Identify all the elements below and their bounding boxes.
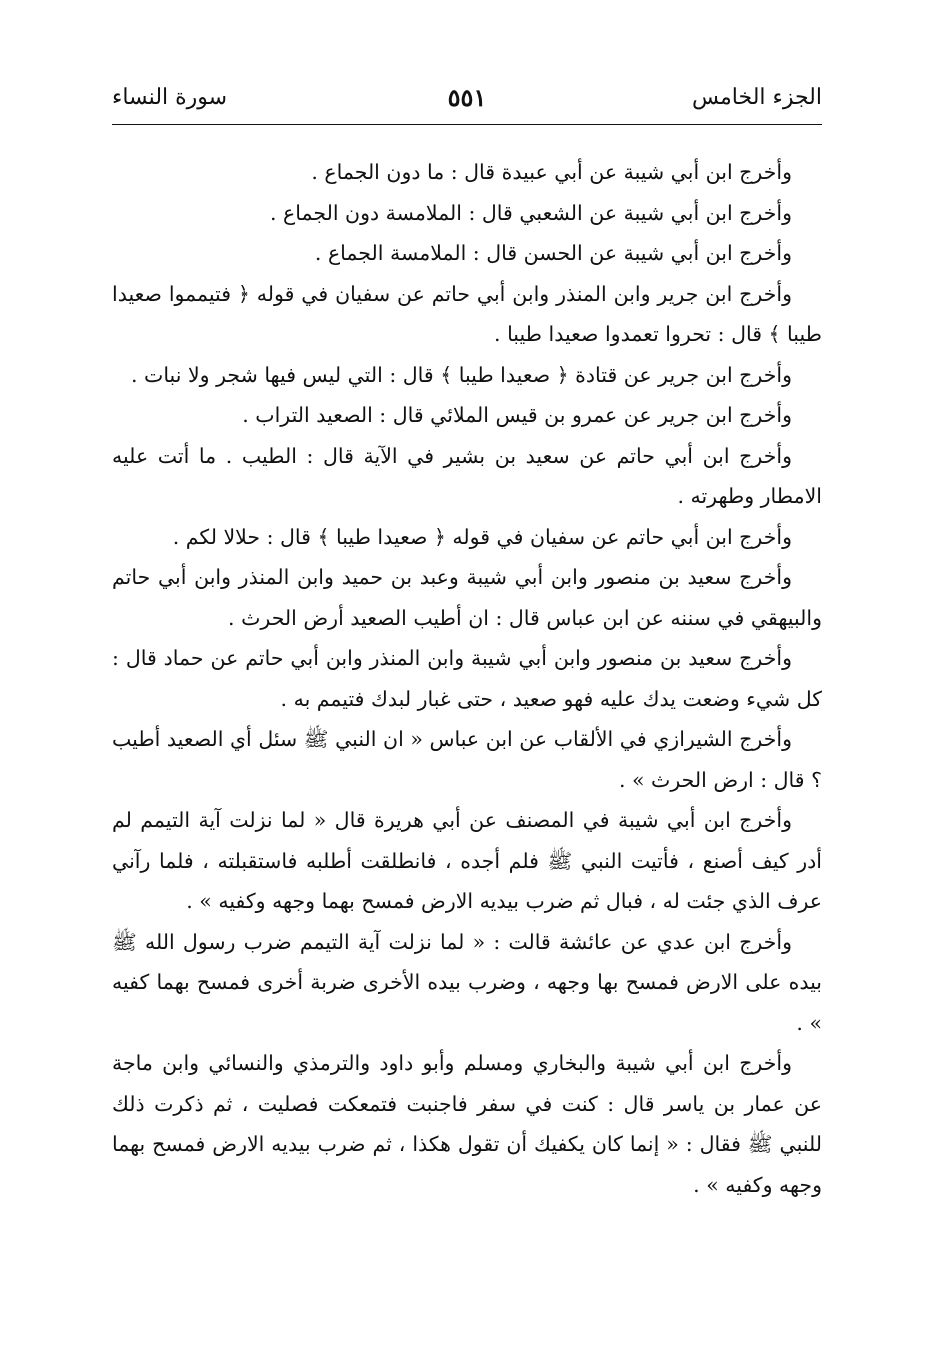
paragraph: وأخرج ابن أبي شيبة في المصنف عن أبي هريرة قال « لما نزلت آية التيمم لم أدر كيف أصنع ، فأتيت النبي ﷺ فلم أجده ، فانطلقت أطلبه فاستقبلته ، فلما رآني عرف الذي جئت له ، فبال ثم ضرب بيديه الارض فمسح بهما وجهه وكفيه » . (112, 808, 822, 913)
paragraph: وأخرج الشيرازي في الألقاب عن ابن عباس « ان النبي ﷺ سئل أي الصعيد أطيب ؟ قال : ارض الحرث » . (112, 727, 822, 792)
surah-label: سورة النساء (112, 85, 228, 110)
paragraph: وأخرج ابن أبي شيبة عن أبي عبيدة قال : ما دون الجماع . (311, 160, 792, 184)
paragraph: وأخرج ابن جرير عن قتادة ﴿ صعيدا طيبا ﴾ قال : التي ليس فيها شجر ولا نبات . (130, 362, 792, 387)
paragraph: وأخرج ابن أبي حاتم عن سفيان في قوله ﴿ صعيدا طيبا ﴾ قال : حلالا لكم . (172, 524, 792, 549)
page-header (112, 82, 822, 122)
paragraph: وأخرج ابن أبي شيبة والبخاري ومسلم وأبو داود والترمذي والنسائي وابن ماجة عن عمار بن ياسر قال : كنت في سفر فاجنبت فتمعكت فصليت ، ثم ذكرت ذلك للنبي ﷺ فقال : « إنما كان يكفيك أن تقول هكذا ، ثم ضرب بيديه الارض فمسح بهما وجهه وكفيه » . (112, 1051, 822, 1197)
paragraph: وأخرج ابن جرير عن عمرو بن قيس الملائي قال : الصعيد التراب . (242, 403, 792, 427)
paragraph: وأخرج ابن جرير وابن المنذر وابن أبي حاتم عن سفيان في قوله ﴿ فتيمموا صعيدا طيبا ﴾ قال : تحروا تعمدوا صعيدا طيبا . (112, 281, 822, 346)
volume-label: الجزء الخامس (691, 85, 822, 110)
paragraph: وأخرج ابن أبي شيبة عن الحسن قال : الملامسة الجماع . (314, 241, 792, 265)
paragraph: وأخرج ابن أبي شيبة عن الشعبي قال : الملامسة دون الجماع . (270, 200, 792, 225)
paragraph: وأخرج ابن أبي حاتم عن سعيد بن بشير في الآية قال : الطيب . ما أتت عليه الامطار وطهرته . (112, 443, 822, 508)
page-number: ٥٥١ (447, 83, 487, 112)
page-body (112, 152, 822, 1205)
paragraph: وأخرج سعيد بن منصور وابن أبي شيبة وابن المنذر وابن أبي حاتم عن حماد قال : كل شيء وضعت يدك عليه فهو صعيد ، حتى غبار لبدك فتيمم به . (112, 646, 822, 711)
paragraph: وأخرج ابن عدي عن عائشة قالت : « لما نزلت آية التيمم ضرب رسول الله ﷺ بيده على الارض فمسح بها وجهه ، وضرب بيده الأخرى ضربة أخرى فمسح بهما كفيه » . (112, 929, 822, 1035)
paragraph: وأخرج سعيد بن منصور وابن أبي شيبة وعبد بن حميد وابن المنذر وابن أبي حاتم والبيهقي في سننه عن ابن عباس قال : ان أطيب الصعيد أرض الحرث . (112, 565, 822, 630)
header-divider (112, 124, 822, 125)
